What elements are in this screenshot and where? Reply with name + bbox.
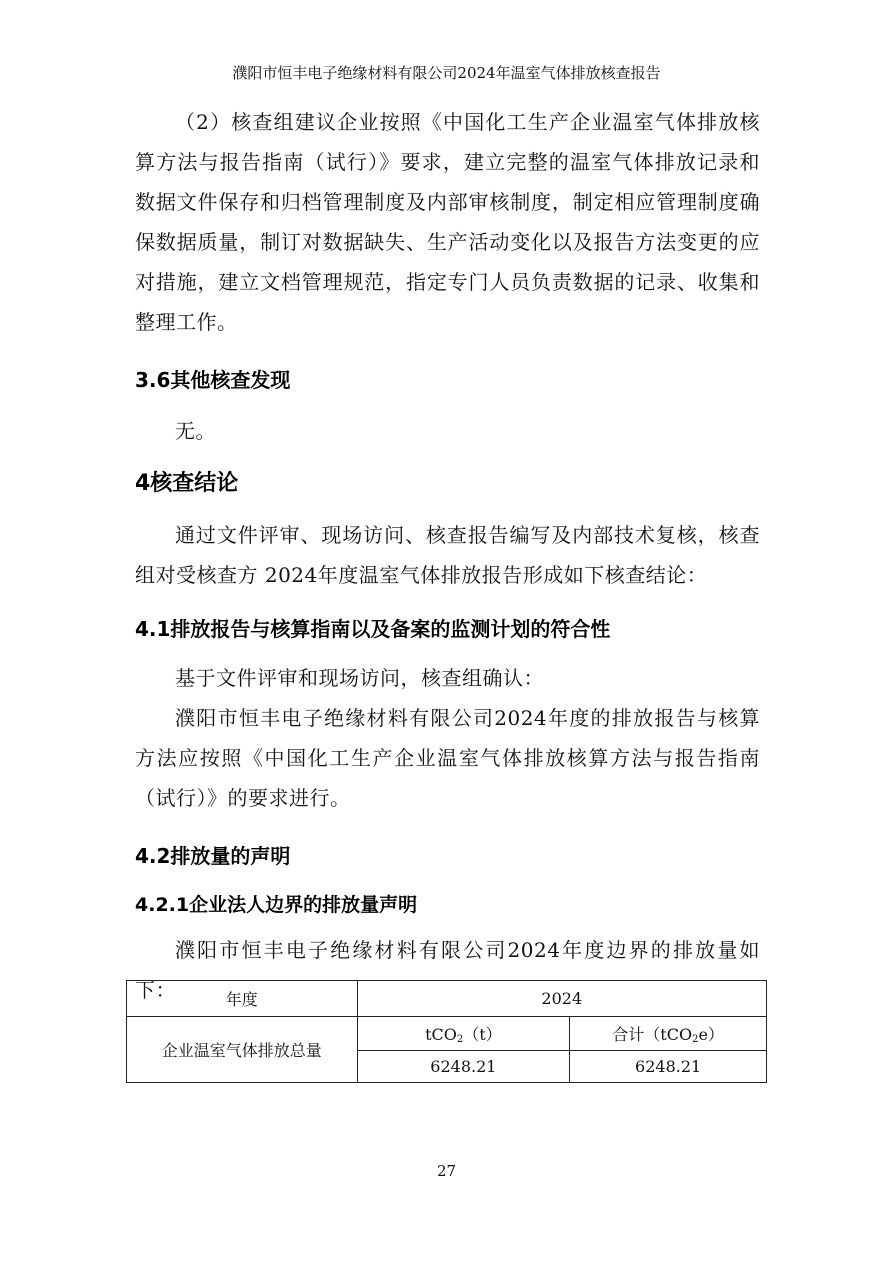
year-cell: 2024	[357, 981, 766, 1017]
total-value-cell: 6248.21	[570, 1051, 767, 1083]
col-header-total-suffix: e）	[698, 1025, 724, 1044]
other-findings-paragraph: 无。	[175, 419, 216, 443]
recommendation-paragraph: （2）核查组建议企业按照《中国化工生产企业温室气体排放核算方法与报告指南（试行）》要求，建立完整的温室气体排放记录和数据文件保存和归档管理制度及内部审核制度，制定相应管理制度确保数据质量，制订对数据缺失、生产活动变化以及报告方法变更的应对措施，建立文档管理规范，指定专门人员负责数据的记录、收集和整理工作。	[135, 110, 760, 334]
heading-4-2: 4.2排放量的声明	[135, 844, 291, 868]
compliance-paragraph: 濮阳市恒丰电子绝缘材料有限公司2024年度的排放报告与核算方法应按照《中国化工生产企业温室气体排放核算方法与报告指南（试行）》的要求进行。	[135, 706, 760, 810]
tco2-value-cell: 6248.21	[357, 1051, 570, 1083]
col-header-tco2-suffix: （t）	[463, 1025, 502, 1044]
page-number: 27	[436, 1162, 457, 1180]
conclusion-intro-paragraph: 通过文件评审、现场访问、核查报告编写及内部技术复核，核查组对受核查方 2024年度温室气体排放报告形成如下核查结论：	[135, 523, 760, 587]
section-4-body	[135, 515, 760, 595]
running-header: 濮阳市恒丰电子绝缘材料有限公司2024年温室气体排放核查报告	[232, 64, 661, 82]
header-divider	[133, 88, 761, 89]
col-header-total	[570, 1017, 767, 1051]
table-row	[127, 981, 767, 1017]
confirmation-paragraph: 基于文件评审和现场访问，核查组确认：	[175, 666, 544, 690]
col-header-tco2-sub: 2	[456, 1034, 464, 1045]
section-3-6-body	[135, 411, 760, 451]
emission-table	[126, 980, 767, 1083]
row-label-cell: 企业温室气体排放总量	[127, 1017, 358, 1083]
year-label-cell: 年度	[127, 981, 358, 1017]
col-header-total-prefix: 合计（tCO	[612, 1025, 693, 1044]
col-header-total-sub: 2	[692, 1034, 699, 1045]
heading-3-6: 3.6其他核查发现	[135, 368, 291, 392]
table-row	[127, 1017, 767, 1051]
heading-4: 4核查结论	[135, 471, 239, 496]
emission-intro-paragraph: 濮阳市恒丰电子绝缘材料有限公司2024年度边界的排放量如下：	[135, 938, 760, 1002]
section-3-5-body	[135, 102, 760, 342]
heading-4-2-1: 4.2.1企业法人边界的排放量声明	[135, 894, 418, 916]
section-4-1-body	[135, 658, 760, 818]
heading-4-1: 4.1排放报告与核算指南以及备案的监测计划的符合性	[135, 617, 611, 641]
col-header-tco2-prefix: tCO	[425, 1025, 457, 1044]
col-header-tco2	[357, 1017, 570, 1051]
